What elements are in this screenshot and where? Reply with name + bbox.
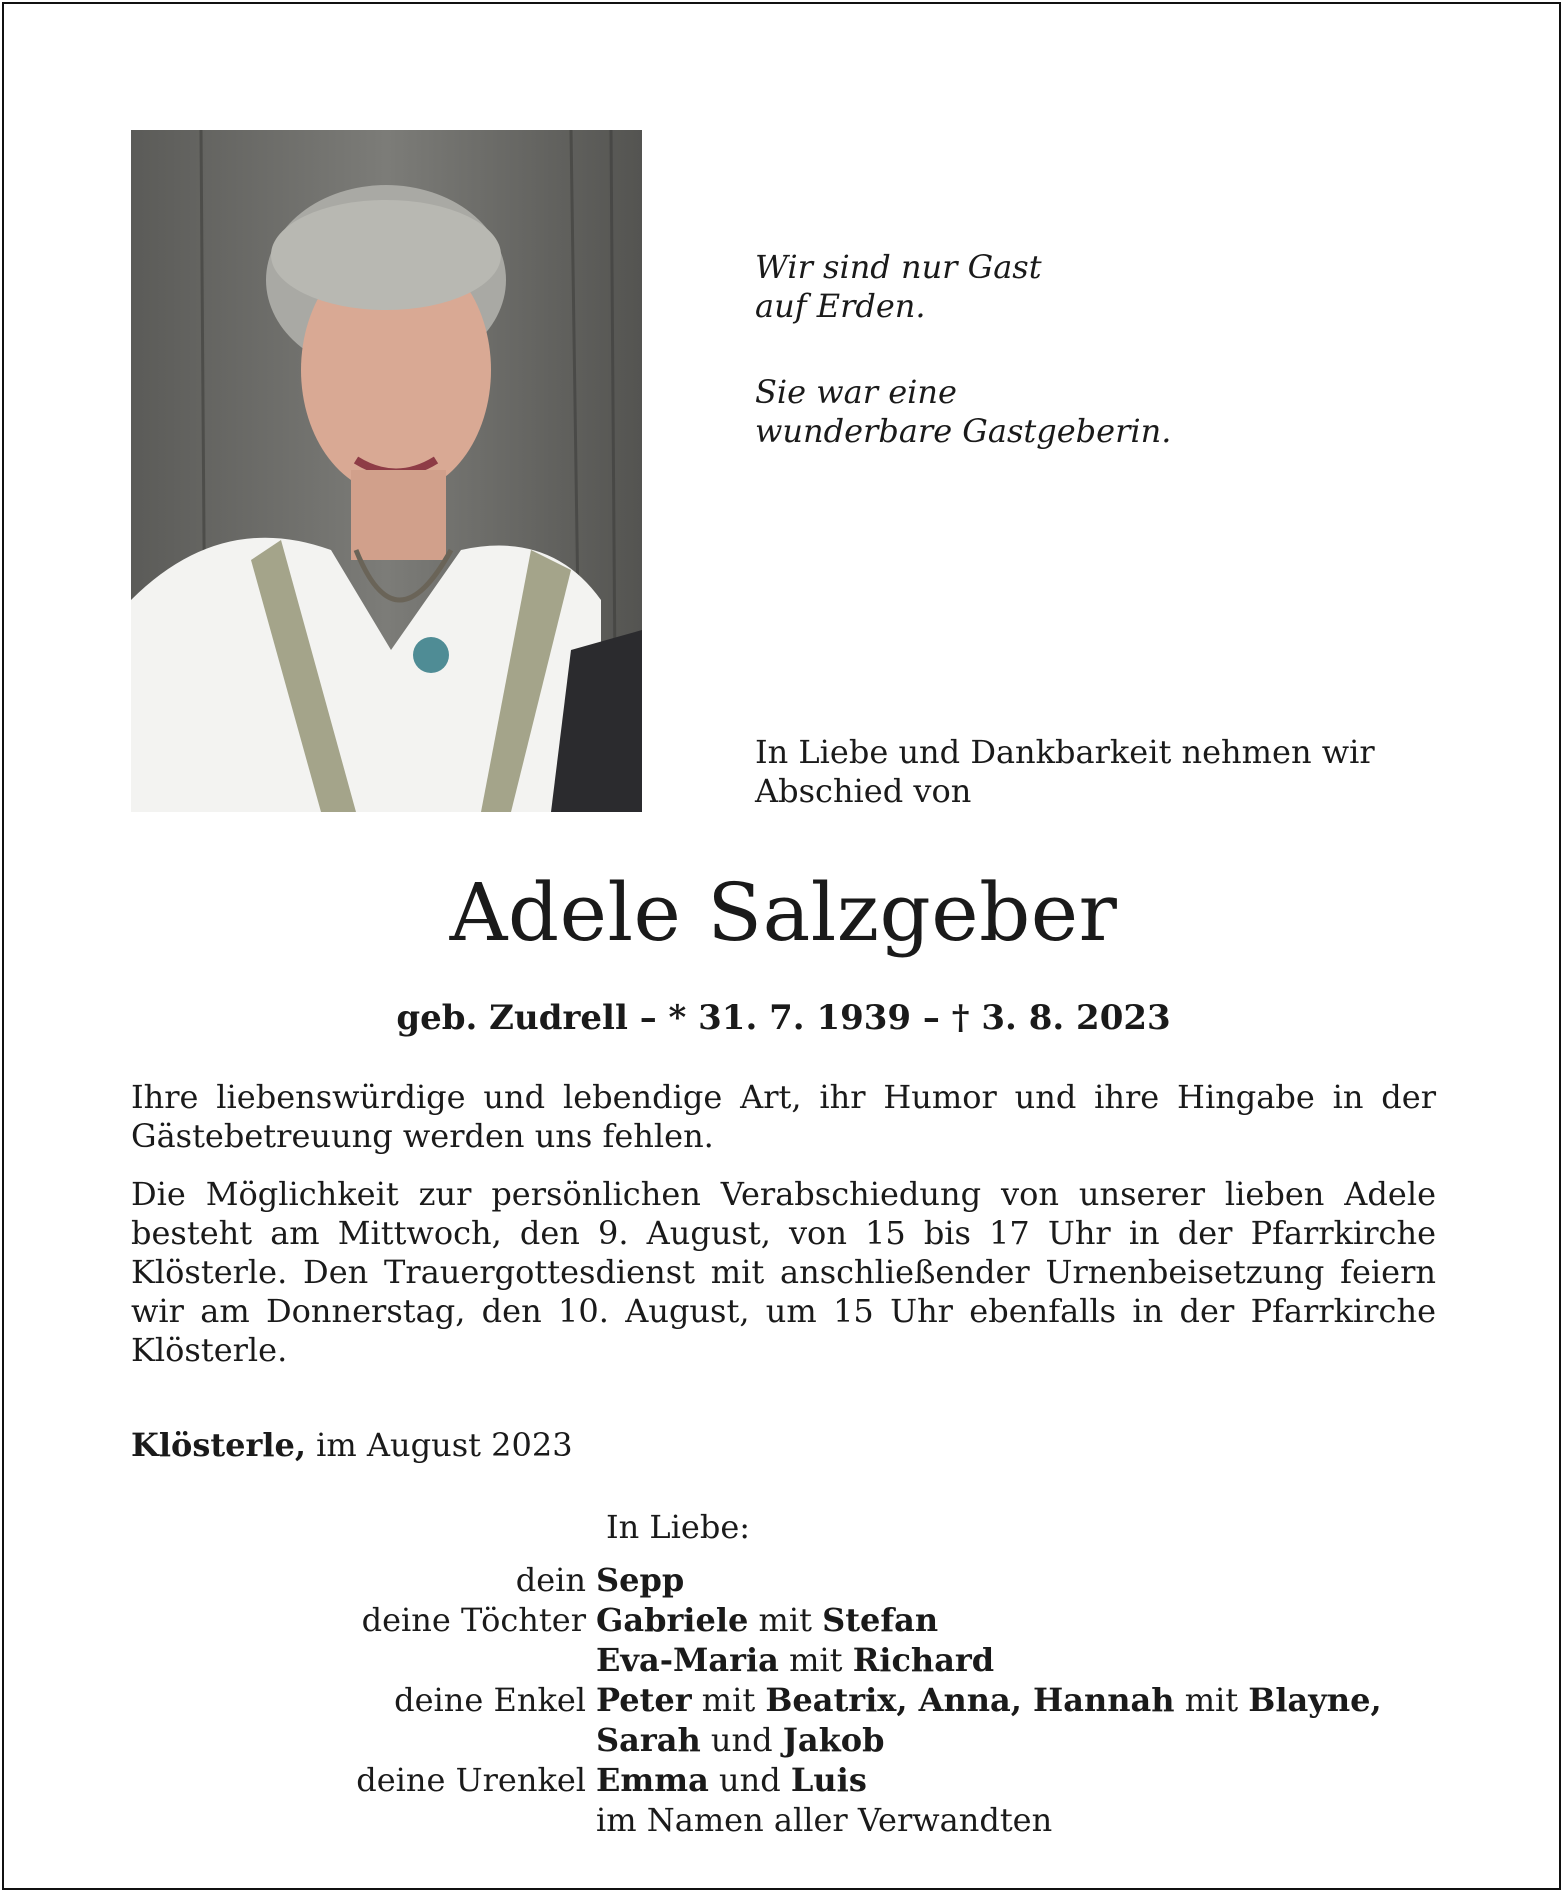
signature-row — [131, 1760, 1382, 1800]
deceased-name: Adele Salzgeber — [449, 866, 1118, 959]
signature-row — [131, 1600, 1382, 1640]
place-date — [131, 1426, 573, 1464]
quote-block-2 — [755, 373, 1171, 451]
portrait-photo — [131, 130, 642, 812]
signature-list — [131, 1560, 1382, 1840]
connector-word: mit — [789, 1641, 843, 1679]
mourner-name: Eva-Maria — [596, 1641, 779, 1679]
mourner-name: Luis — [790, 1761, 867, 1799]
connector-word: mit — [701, 1681, 756, 1719]
connector-word: und — [710, 1721, 773, 1759]
signature-row — [131, 1680, 1382, 1720]
signature-row — [131, 1560, 1382, 1600]
quote-line: Wir sind nur Gast — [755, 248, 1042, 286]
quote-line: wunderbare Gastgeberin. — [755, 412, 1172, 450]
signature-row — [131, 1800, 1382, 1840]
place-town: Klösterle, — [131, 1426, 306, 1464]
relation-label — [131, 1720, 596, 1760]
signature-row — [131, 1720, 1382, 1760]
quote-line: Sie war eine — [755, 373, 957, 411]
in-liebe-heading: In Liebe: — [606, 1508, 751, 1546]
relation-label — [131, 1640, 596, 1680]
mourner-name: Stefan — [822, 1601, 939, 1639]
relation-label: deine Töchter — [361, 1601, 586, 1639]
connector-word: und — [719, 1761, 781, 1799]
quote-block-1 — [755, 248, 1042, 326]
tribute-paragraph: Ihre liebenswürdige und lebendige Art, ihr Humor und ihre Hingabe in der Gästebetreuung werden uns fehlen. — [131, 1078, 1436, 1155]
signature-row — [131, 1640, 1382, 1680]
farewell-paragraph: Die Möglichkeit zur persönlichen Verabschiedung von unserer lieben Adele besteht am Mittwoch, den 9. August, von 15 bis 17 Uhr in der Pfarrkirche Klösterle. Den Trauergottesdienst mit anschließender Urnenbeisetzung feiern wir am Donnerstag, den 10. August, um 15 Uhr ebenfalls in der Pfarrkirche Klösterle. — [131, 1175, 1436, 1369]
mourner-name: Beatrix, Anna, Hannah — [765, 1681, 1175, 1719]
mourner-name: Richard — [852, 1641, 995, 1679]
quote-line: auf Erden. — [755, 287, 926, 325]
intro-text: In Liebe und Dankbarkeit nehmen wir Abschied von — [755, 733, 1375, 810]
relation-label: deine Enkel — [394, 1681, 586, 1719]
place-month: im August 2023 — [316, 1426, 573, 1464]
mourner-name: Peter — [596, 1681, 692, 1719]
mourner-name: Emma — [596, 1761, 709, 1799]
relation-label: deine Urenkel — [356, 1761, 586, 1799]
relation-label — [131, 1800, 596, 1840]
connector-word: mit — [758, 1601, 812, 1639]
mourner-name: Blayne, — [1248, 1681, 1382, 1719]
connector-word: mit — [1184, 1681, 1239, 1719]
mourner-name: Sepp — [596, 1561, 685, 1599]
mourner-name: Gabriele — [596, 1601, 749, 1639]
mourner-name: Jakob — [782, 1721, 885, 1759]
closing-phrase: im Namen aller Verwandten — [596, 1801, 1053, 1839]
life-dates: geb. Zudrell – * 31. 7. 1939 – † 3. 8. 2023 — [396, 998, 1171, 1038]
mourner-name: Sarah — [596, 1721, 701, 1759]
relation-label: dein — [515, 1561, 586, 1599]
